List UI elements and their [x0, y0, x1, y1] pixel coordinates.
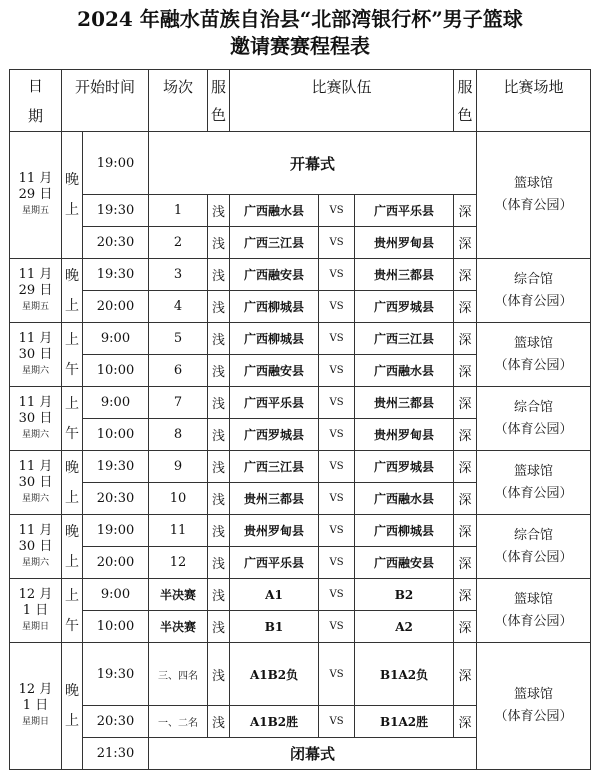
- date-day-char: 日: [39, 282, 53, 298]
- venue-location: （体育公园）: [494, 549, 573, 565]
- period-char-2: 上: [65, 713, 79, 729]
- match-number: 1: [149, 195, 208, 227]
- period-cell: [62, 259, 83, 323]
- start-time: 19:30: [83, 451, 149, 483]
- start-time: 19:30: [83, 195, 149, 227]
- venue-name: 综合馆: [514, 399, 554, 415]
- team-2: 广西融水县: [355, 355, 454, 387]
- header-color-2: [454, 70, 477, 132]
- title-line-2: 邀请赛赛程程表: [230, 34, 370, 58]
- period-char-2: 午: [65, 617, 79, 634]
- vs-label: VS: [319, 515, 355, 547]
- title-line-1: 2024 年融水苗族自治县“北部湾银行杯”男子篮球: [77, 7, 523, 31]
- header-match: 场次: [149, 70, 208, 132]
- venue-cell: [477, 643, 591, 770]
- schedule-table: [9, 69, 591, 770]
- start-time: 9:00: [83, 323, 149, 355]
- schedule-row: [10, 451, 591, 483]
- period-cell: [62, 515, 83, 579]
- team-1: 贵州罗甸县: [230, 515, 319, 547]
- start-time: 19:00: [83, 132, 149, 195]
- ceremony-event: 闭幕式: [149, 738, 477, 770]
- match-number: 9: [149, 451, 208, 483]
- date-month-char: 月: [39, 522, 53, 538]
- period-char-1: 晚: [65, 523, 79, 540]
- schedule-row: [10, 579, 591, 611]
- period-char-2: 上: [65, 202, 79, 218]
- header-date: [10, 70, 62, 132]
- period-char-2: 上: [65, 489, 79, 506]
- color-dark: 深: [454, 579, 477, 611]
- date-cell: [10, 515, 62, 579]
- header-color-1-text: 服色: [211, 77, 227, 124]
- start-time: 10:00: [83, 355, 149, 387]
- schedule-row: [10, 323, 591, 355]
- color-light: 浅: [208, 387, 230, 419]
- date-cell: [10, 132, 62, 259]
- schedule-title: [0, 0, 600, 60]
- vs-label: VS: [319, 323, 355, 355]
- color-light: 浅: [208, 547, 230, 579]
- venue-cell: [477, 132, 591, 259]
- date-month-char: 月: [39, 458, 53, 474]
- venue-name: 篮球馆: [514, 687, 554, 702]
- team-1: 广西融水县: [230, 195, 319, 227]
- header-teams: 比赛队伍: [230, 70, 454, 132]
- weekday-label: 星期日: [21, 717, 49, 727]
- color-light: 浅: [208, 706, 230, 738]
- period-cell: [62, 451, 83, 515]
- venue-name: 综合馆: [514, 527, 554, 543]
- color-light: 浅: [208, 419, 230, 451]
- venue-location: （体育公园）: [494, 357, 573, 373]
- period-cell: [62, 132, 83, 259]
- color-light: 浅: [208, 643, 230, 706]
- header-row: [10, 70, 591, 132]
- period-char-2: 午: [65, 361, 79, 378]
- team-1: 广西平乐县: [230, 547, 319, 579]
- vs-label: VS: [319, 483, 355, 515]
- schedule-row: [10, 515, 591, 547]
- period-char-1: 上: [65, 331, 79, 348]
- color-dark: 深: [454, 643, 477, 706]
- date-day-num: 30: [18, 346, 36, 362]
- team-1: A1B2负: [230, 643, 319, 706]
- team-2: 广西柳城县: [355, 515, 454, 547]
- vs-label: VS: [319, 387, 355, 419]
- date-month-num: 11: [18, 394, 36, 410]
- start-time: 20:30: [83, 706, 149, 738]
- period-cell: [62, 643, 83, 770]
- venue-cell: [477, 579, 591, 643]
- match-number: 12: [149, 547, 208, 579]
- color-light: 浅: [208, 227, 230, 259]
- color-light: 浅: [208, 291, 230, 323]
- date-month-num: 11: [18, 458, 36, 474]
- color-light: 浅: [208, 451, 230, 483]
- date-day-num: 1: [22, 698, 32, 713]
- venue-cell: [477, 515, 591, 579]
- venue-location: （体育公园）: [494, 293, 573, 309]
- period-char-1: 晚: [65, 683, 79, 699]
- venue-cell: [477, 451, 591, 515]
- date-day-char: 日: [35, 698, 49, 713]
- color-dark: 深: [454, 323, 477, 355]
- header-venue: 比赛场地: [477, 70, 591, 132]
- vs-label: VS: [319, 355, 355, 387]
- color-dark: 深: [454, 547, 477, 579]
- date-month-char: 月: [39, 171, 53, 186]
- venue-location: （体育公园）: [494, 198, 573, 213]
- start-time: 10:00: [83, 419, 149, 451]
- team-2: 贵州三都县: [355, 259, 454, 291]
- header-color-1: [208, 70, 230, 132]
- team-2: 贵州三都县: [355, 387, 454, 419]
- team-2: B2: [355, 579, 454, 611]
- match-number: 3: [149, 259, 208, 291]
- team-2: 广西融水县: [355, 483, 454, 515]
- match-number: 10: [149, 483, 208, 515]
- venue-name: 篮球馆: [514, 463, 554, 479]
- vs-label: VS: [319, 611, 355, 643]
- period-char-1: 晚: [65, 267, 79, 284]
- date-day-char: 日: [39, 410, 53, 426]
- header-start-time: 开始时间: [62, 70, 149, 132]
- match-number: 6: [149, 355, 208, 387]
- start-time: 19:30: [83, 259, 149, 291]
- start-time: 20:30: [83, 483, 149, 515]
- date-cell: [10, 259, 62, 323]
- color-light: 浅: [208, 515, 230, 547]
- date-month-num: 12: [18, 682, 36, 697]
- date-cell: [10, 451, 62, 515]
- team-2: 贵州罗甸县: [355, 227, 454, 259]
- vs-label: VS: [319, 579, 355, 611]
- team-2: 广西三江县: [355, 323, 454, 355]
- match-number: 7: [149, 387, 208, 419]
- date-cell: [10, 387, 62, 451]
- color-light: 浅: [208, 259, 230, 291]
- date-day-num: 30: [18, 474, 36, 490]
- venue-name: 篮球馆: [514, 335, 554, 351]
- team-1: 广西三江县: [230, 451, 319, 483]
- color-dark: 深: [454, 483, 477, 515]
- period-char-1: 上: [65, 587, 79, 604]
- schedule-row: [10, 643, 591, 706]
- vs-label: VS: [319, 706, 355, 738]
- period-cell: [62, 387, 83, 451]
- vs-label: VS: [319, 643, 355, 706]
- date-month-num: 11: [18, 522, 36, 538]
- vs-label: VS: [319, 451, 355, 483]
- period-char-1: 晚: [65, 172, 79, 188]
- date-month-num: 11: [18, 171, 36, 186]
- team-1: 广西柳城县: [230, 291, 319, 323]
- vs-label: VS: [319, 227, 355, 259]
- start-time: 20:30: [83, 227, 149, 259]
- period-char-2: 午: [65, 425, 79, 442]
- venue-location: （体育公园）: [494, 613, 573, 629]
- period-cell: [62, 579, 83, 643]
- date-month-char: 月: [39, 682, 53, 697]
- header-date-text: 日期: [28, 76, 44, 125]
- team-1: B1: [230, 611, 319, 643]
- team-1: 广西柳城县: [230, 323, 319, 355]
- vs-label: VS: [319, 259, 355, 291]
- vs-label: VS: [319, 419, 355, 451]
- team-2: A2: [355, 611, 454, 643]
- date-month-char: 月: [39, 586, 53, 602]
- period-cell: [62, 323, 83, 387]
- team-1: A1: [230, 579, 319, 611]
- color-dark: 深: [454, 515, 477, 547]
- date-month-num: 11: [18, 330, 36, 346]
- date-day-char: 日: [39, 346, 53, 362]
- match-number: 2: [149, 227, 208, 259]
- start-time: 20:00: [83, 547, 149, 579]
- team-1: 广西融安县: [230, 355, 319, 387]
- color-dark: 深: [454, 419, 477, 451]
- date-month-num: 12: [18, 586, 36, 602]
- start-time: 19:30: [83, 643, 149, 706]
- weekday-label: 星期五: [21, 206, 49, 216]
- color-light: 浅: [208, 323, 230, 355]
- start-time: 20:00: [83, 291, 149, 323]
- date-day-num: 1: [22, 602, 32, 618]
- match-number: 5: [149, 323, 208, 355]
- period-char-1: 上: [65, 395, 79, 412]
- team-2: 广西罗城县: [355, 451, 454, 483]
- team-1: 贵州三都县: [230, 483, 319, 515]
- team-1: 广西融安县: [230, 259, 319, 291]
- color-light: 浅: [208, 195, 230, 227]
- start-time: 9:00: [83, 387, 149, 419]
- venue-cell: [477, 387, 591, 451]
- team-1: A1B2胜: [230, 706, 319, 738]
- color-dark: 深: [454, 227, 477, 259]
- weekday-label: 星期日: [21, 621, 49, 632]
- header-color-2-text: 服色: [457, 77, 473, 124]
- schedule-row: [10, 259, 591, 291]
- team-2: B1A2负: [355, 643, 454, 706]
- color-light: 浅: [208, 355, 230, 387]
- venue-location: （体育公园）: [494, 485, 573, 501]
- date-cell: [10, 323, 62, 387]
- date-day-char: 日: [39, 474, 53, 490]
- team-2: 广西平乐县: [355, 195, 454, 227]
- date-month-char: 月: [39, 394, 53, 410]
- color-dark: 深: [454, 195, 477, 227]
- vs-label: VS: [319, 547, 355, 579]
- vs-label: VS: [319, 195, 355, 227]
- weekday-label: 星期五: [21, 301, 49, 312]
- match-number: 11: [149, 515, 208, 547]
- date-day-num: 30: [18, 538, 36, 554]
- date-cell: [10, 643, 62, 770]
- start-time: 10:00: [83, 611, 149, 643]
- color-dark: 深: [454, 387, 477, 419]
- start-time: 19:00: [83, 515, 149, 547]
- period-char-1: 晚: [65, 459, 79, 476]
- color-light: 浅: [208, 579, 230, 611]
- color-dark: 深: [454, 706, 477, 738]
- date-cell: [10, 579, 62, 643]
- match-number: 一、二名: [149, 706, 208, 738]
- team-2: 广西罗城县: [355, 291, 454, 323]
- team-1: 广西平乐县: [230, 387, 319, 419]
- date-day-num: 30: [18, 410, 36, 426]
- color-dark: 深: [454, 611, 477, 643]
- venue-cell: [477, 259, 591, 323]
- weekday-label: 星期六: [21, 365, 49, 376]
- date-day-num: 29: [18, 187, 36, 202]
- date-day-char: 日: [39, 538, 53, 554]
- color-dark: 深: [454, 451, 477, 483]
- vs-label: VS: [319, 291, 355, 323]
- venue-name: 篮球馆: [514, 591, 554, 607]
- start-time: 21:30: [83, 738, 149, 770]
- team-1: 广西罗城县: [230, 419, 319, 451]
- period-char-2: 上: [65, 297, 79, 314]
- start-time: 9:00: [83, 579, 149, 611]
- color-dark: 深: [454, 355, 477, 387]
- match-number: 8: [149, 419, 208, 451]
- color-dark: 深: [454, 259, 477, 291]
- team-2: B1A2胜: [355, 706, 454, 738]
- match-number: 4: [149, 291, 208, 323]
- match-number: 三、四名: [149, 643, 208, 706]
- team-1: 广西三江县: [230, 227, 319, 259]
- date-month-char: 月: [39, 266, 53, 282]
- date-day-char: 日: [39, 187, 53, 202]
- schedule-row: [10, 132, 591, 195]
- date-month-num: 11: [18, 266, 36, 282]
- match-number: 半决赛: [149, 611, 208, 643]
- date-day-char: 日: [35, 602, 49, 618]
- venue-location: （体育公园）: [494, 421, 573, 437]
- weekday-label: 星期六: [21, 429, 49, 440]
- team-2: 贵州罗甸县: [355, 419, 454, 451]
- venue-location: （体育公园）: [494, 709, 573, 724]
- venue-name: 篮球馆: [514, 176, 554, 191]
- date-day-num: 29: [18, 282, 36, 298]
- weekday-label: 星期六: [21, 493, 49, 504]
- ceremony-event: 开幕式: [149, 132, 477, 195]
- date-month-char: 月: [39, 330, 53, 346]
- venue-name: 综合馆: [514, 271, 554, 287]
- weekday-label: 星期六: [21, 557, 49, 568]
- schedule-row: [10, 387, 591, 419]
- color-light: 浅: [208, 611, 230, 643]
- match-number: 半决赛: [149, 579, 208, 611]
- team-2: 广西融安县: [355, 547, 454, 579]
- venue-cell: [477, 323, 591, 387]
- color-dark: 深: [454, 291, 477, 323]
- period-char-2: 上: [65, 553, 79, 570]
- color-light: 浅: [208, 483, 230, 515]
